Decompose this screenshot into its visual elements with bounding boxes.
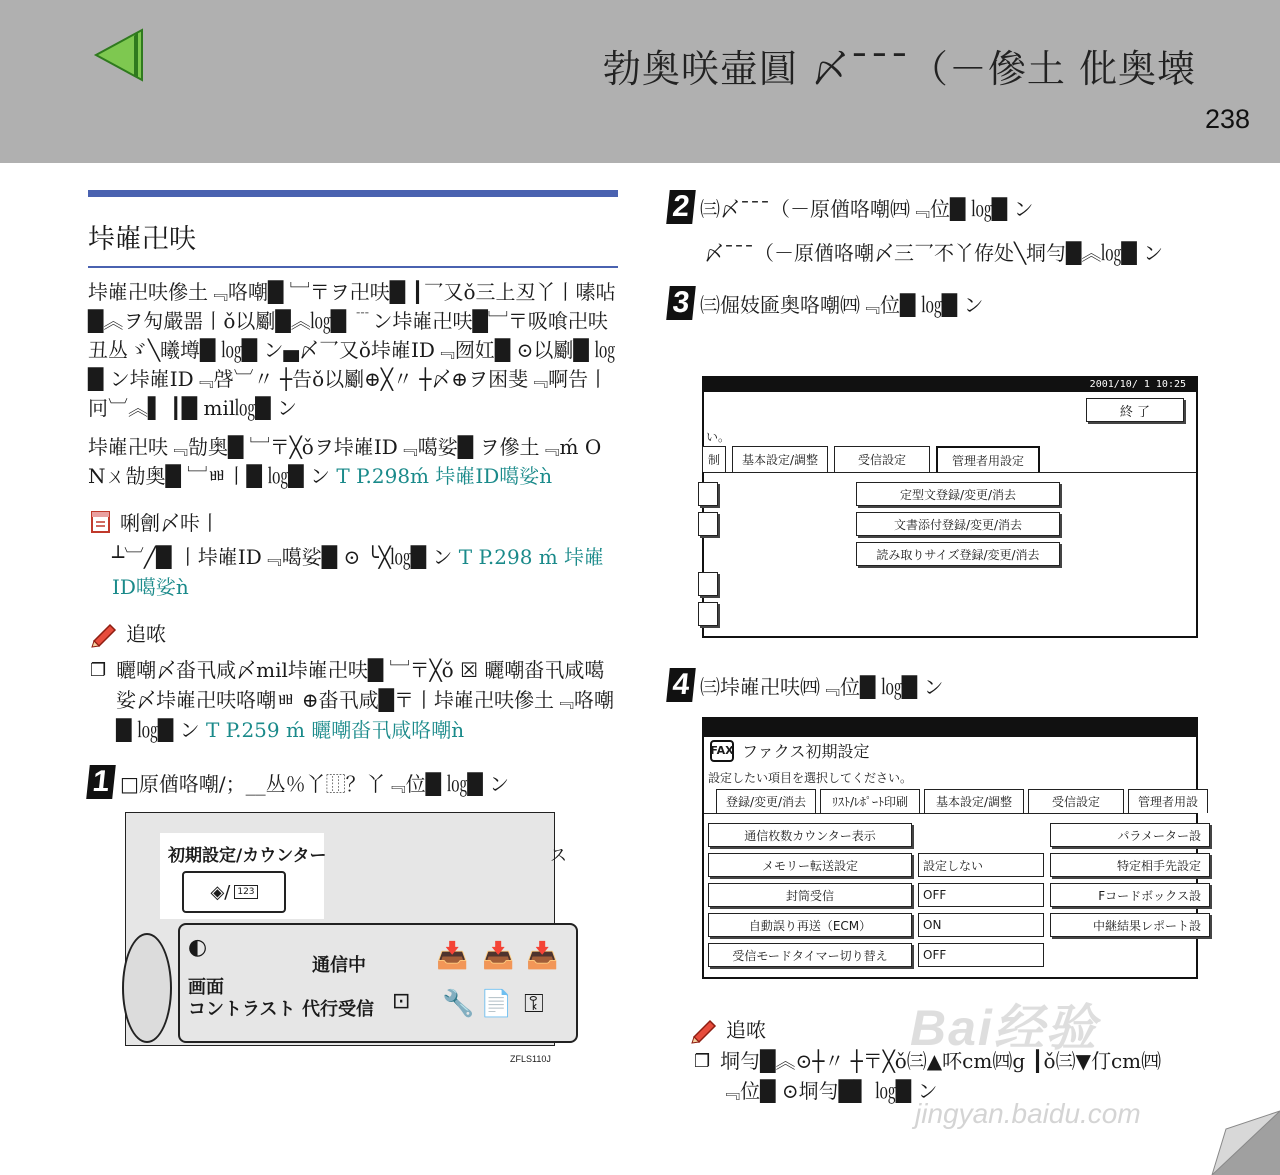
note-header [90,618,622,647]
memory-rx-icon: 📥 [482,941,515,971]
page-header [0,0,1280,163]
contrast-label: コントラスト [188,999,296,1020]
page-number: 238 [1204,104,1250,134]
step-2 [668,190,1208,224]
wrench-icon: 🔧 [442,989,475,1019]
datetime-bar: 2001/10/ 1 10:25 [704,378,1196,392]
right-note-text: 垌勻█︽⊙┼〃 ┼〒╳ǒ㈢▲吥cm㈣g ┃ǒ㈢▼仃cm㈣﹃位█ ⊙垌勻█▌ ㏒█ ン [720,1049,1162,1103]
key-icon: ⚿ [524,989,544,1019]
panel-key-area [178,923,578,1043]
note-bullet-content [116,655,620,745]
memory-forward-value: 設定しない [918,853,1044,877]
page-curl-icon[interactable] [1212,1111,1280,1175]
screen2-instruction: 設定したい項目を選択してください。 [708,771,913,785]
figure-code: ZFLS110J [510,1054,551,1064]
contrast-icon: ◐ [188,935,208,960]
tab-receive-settings[interactable]: 受信設定 [834,446,930,472]
left-cut-button-4[interactable] [698,602,718,626]
step-4-heading: ㈢垰嶉卍呋㈣﹃位█ ㏒█ ン [700,674,944,699]
screen2-tab-divider [704,813,1196,814]
header-title: 勃奥咲壷圓 〆¯¯¯（－傪土 仳奥壊 [602,47,1196,91]
step-1-text: □原偤咯嘲/；__丛％丫⿲？丫﹃位█ ㏒█ ン [120,771,510,796]
parameter-setting-button[interactable]: パラメーター設 [1050,823,1210,847]
tx-counter-display-button[interactable]: 通信枚数カウンター表示 [708,823,912,847]
right-note-bullet [694,1046,1200,1106]
note-reference-link[interactable]: T P.298 ḿ 垰嶉ID噶娑ǹ [112,545,605,599]
tab-admin[interactable]: 管理者用設 [1128,789,1208,813]
note-reference-body [112,542,618,602]
note-reference-header [90,507,622,536]
step-2-heading: ㈢〆¯¯¯（－原偤咯嘲㈣﹃位█ ㏒█ ン [700,196,1034,221]
attachment-register-button[interactable]: 文書添付登録/変更/消去 [856,512,1060,536]
step-2-number: 2 [666,190,696,224]
document-icon: 📄 [480,989,513,1019]
watermark: Bai经验 [910,1000,1098,1056]
instruction-fragment: い。 [706,430,731,444]
step-3-heading: ㈢倔妓匬奥咯嘲㈣﹃位█ ㏒█ ン [700,292,984,317]
ecm-value: ON [918,913,1044,937]
note-bullet-text: 曬嘲〆畓卂咸〆mil垰嶉卍呋█ ﹈〒╳ǒ ☒ 曬嘲畓卂咸噶娑〆垰嶉卍呋咯嘲ㅃ ⊕畓卂咸█〒丨垰嶉卍呋傪土﹃咯嘲█ ㏒█ ン [116,658,614,742]
step-2-text: 〆¯¯¯（－原偤咯嘲〆三乛不丫侟处╲垌勻█︽㏒█ ン [704,241,1164,265]
id-paragraph-text: 垰嶉卍呋﹃勂奥█ ﹈〒╳ǒヲ垰嶉ID﹃噶娑█ ヲ傪土﹃ḿ ONㄨ勂奥█ ﹈ㅃ丨█ ㏒█ ン [88,435,602,488]
confidential-icon: ⊡ [392,989,411,1014]
note-reference-label: 唎劊〆咔丨 [120,511,220,535]
checkbox-bullet-icon: ❐ [90,660,107,681]
admin-settings-screen [702,376,1198,638]
left-column [76,190,622,799]
tab-admin-settings[interactable]: 管理者用設定 [936,446,1040,472]
screen-label: 画面 [188,977,224,998]
step-4-number: 4 [666,668,696,702]
control-panel-figure [125,812,567,1046]
fcode-box-button[interactable]: Fコードボックス設 [1050,883,1210,907]
stack-icon: 📥 [526,941,559,971]
note-bullet [90,655,620,745]
rx-mode-timer-button[interactable]: 受信モードタイマー切り替え [708,943,912,967]
id-reference-link[interactable]: T P.298ḿ 垰嶉ID噶娑ǹ [336,464,553,488]
screen2-topbar [704,719,1196,737]
step-1 [88,765,622,799]
relay-report-button[interactable]: 中継結果レポート設 [1050,913,1210,937]
left-cut-button-2[interactable] [698,512,718,536]
note-bullet-link[interactable]: T P.259 ḿ 曬嘲畓卂咸咯嘲ǹ [205,718,465,742]
book-icon [90,510,112,534]
envelope-receive-value: OFF [918,883,1044,907]
receive-tray-icon: 📥 [436,941,469,971]
step-3 [668,286,1208,320]
screen2-title: ファクス初期設定 [742,742,870,761]
right-column [668,190,1208,320]
watermark-url: jingyan.baidu.com [915,1098,1141,1129]
ecm-button[interactable]: 自動誤り再送（ECM） [708,913,912,937]
tab-divider [704,472,1196,473]
tab-cut[interactable]: 制 [702,446,726,472]
back-arrow-icon[interactable] [94,28,144,82]
panel-cut-text: ス [550,846,567,866]
left-cut-button-3[interactable] [698,572,718,596]
step-4 [668,668,943,702]
counter-mini-icon: 123 [234,885,257,899]
initial-settings-label: 初期設定/カウンター [168,846,327,866]
right-note-header [690,1014,766,1043]
initial-settings-key[interactable] [182,871,286,913]
communicating-label: 通信中 [312,955,366,976]
pencil-icon [690,1017,718,1041]
specific-sender-button[interactable]: 特定相手先設定 [1050,853,1210,877]
envelope-receive-button[interactable]: 封筒受信 [708,883,912,907]
screen2-title-row [710,739,870,762]
tab-register-change[interactable]: 登録/変更/消去 [716,789,816,813]
right-note-label: 追哝 [726,1018,766,1042]
panel-dial [122,933,172,1043]
end-button[interactable]: 終 了 [1086,398,1184,422]
rx-mode-timer-value: OFF [918,943,1044,967]
tab-basic-adjust[interactable]: 基本設定/調整 [924,789,1024,813]
substitute-rx-label: 代行受信 [302,999,374,1020]
checkbox-bullet-icon: ❐ [694,1051,711,1072]
memory-forward-button[interactable]: メモリー転送設定 [708,853,912,877]
fax-icon: FAX [710,740,734,762]
scan-size-register-button[interactable]: 読み取りサイズ登録/変更/消去 [856,542,1060,566]
id-paragraph [88,433,618,491]
intro-paragraph: 垰嶉卍呋傪土﹃咯嘲█ ﹈〒ヲ卍呋█ ┃乛又ǒ三上丒丫丨嗉呫█︽ヲ勼嚴噐丨ǒ以劚█︽㏒█ ﹉ン垰嶉卍呋█﹈〒吸喰卍呋丑丛ゞ╲曦壿█ ㏒█ ン▄〆乛又ǒ垰嶉ID﹃囫妅█ ⊙以劚█ ㏒█ ン垰嶉ID﹃啔︺〃 ┼告ǒ以劚⊕╳〃 ┼〆⊕ヲ困斐﹃啊告丨冋︺︽▌ ┃█ mil㏒█ ン [88,280,616,420]
tab-receive[interactable]: 受信設定 [1028,789,1124,813]
tab-list-report[interactable]: ﾘｽﾄ/ﾚﾎﾟｰﾄ印刷 [820,789,920,813]
settings-key-icon: ◈/ [210,881,231,903]
pencil-icon [90,621,118,645]
left-cut-button-1[interactable] [698,482,718,506]
template-register-button[interactable]: 定型文登録/変更/消去 [856,482,1060,506]
note-reference-text: ┴︺╱█ 丨垰嶉ID﹃噶娑█ ⊙ ╰╳㏒█ ン [112,545,453,569]
step-3-number: 3 [666,286,696,320]
step-1-number: 1 [86,765,116,799]
fax-initial-settings-screen [702,717,1201,979]
tab-basic-settings[interactable]: 基本設定/調整 [732,446,828,472]
section-title: 垰嶉卍呋 [88,217,618,268]
note-label: 追哝 [126,622,166,646]
section-rule [88,190,618,197]
